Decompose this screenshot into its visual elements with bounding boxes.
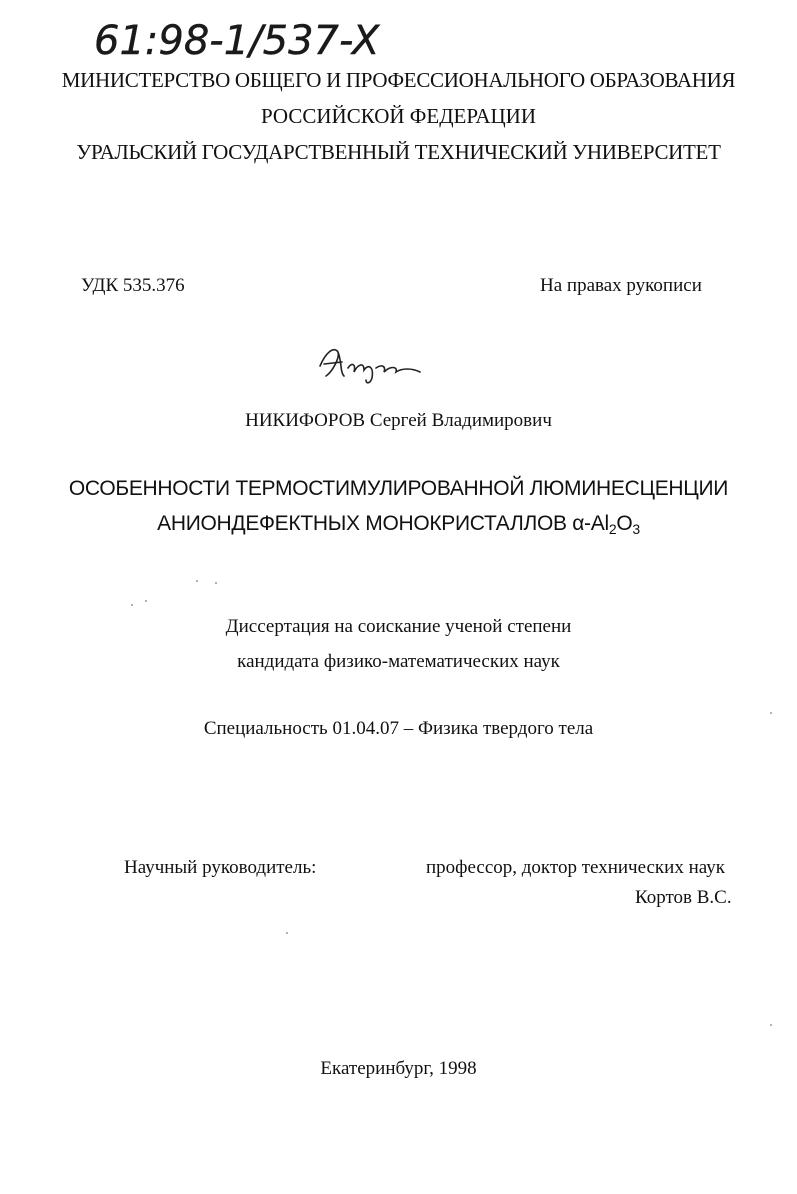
- rights-note: На правах рукописи: [540, 275, 702, 296]
- thesis-title-line-2-text: АНИОНДЕФЕКТНЫХ МОНОКРИСТАЛЛОВ α-Al: [157, 512, 609, 535]
- supervisor-label: Научный руководитель:: [124, 857, 317, 878]
- supervisor-degree: профессор, доктор технических наук: [426, 857, 725, 878]
- subscript-2: 2: [608, 521, 617, 537]
- scan-speck: [286, 932, 288, 934]
- scan-speck: [131, 604, 133, 606]
- scan-speck: [770, 712, 772, 714]
- scan-speck: [770, 1024, 772, 1026]
- oxygen-symbol: O: [616, 512, 633, 535]
- thesis-title-line-1: ОСОБЕННОСТИ ТЕРМОСТИМУЛИРОВАННОЙ ЛЮМИНЕСЦЕНЦИИ: [68, 477, 729, 500]
- udk-code: УДК 535.376: [81, 275, 185, 296]
- supervisor-name: Кортов В.С.: [635, 887, 732, 908]
- speciality: Специальность 01.04.07 – Физика твердого тела: [203, 718, 594, 739]
- subscript-3: 3: [632, 521, 640, 537]
- author-name: НИКИФОРОВ Сергей Владимирович: [245, 410, 552, 431]
- city-year: Екатеринбург, 1998: [320, 1058, 477, 1079]
- dissertation-line-1: Диссертация на соискание ученой степени: [225, 616, 572, 637]
- scan-speck: [196, 580, 198, 582]
- svg-text:61:98-1/537-X: 61:98-1/537-X: [94, 18, 380, 64]
- handwritten-signature: [312, 338, 432, 386]
- thesis-title-line-2: [0, 512, 797, 537]
- dissertation-line-2: кандидата физико-математических наук: [237, 651, 560, 672]
- archive-number-handwritten: [90, 10, 410, 70]
- scan-speck: [145, 600, 147, 602]
- university-heading: УРАЛЬСКИЙ ГОСУДАРСТВЕННЫЙ ТЕХНИЧЕСКИЙ УНИВЕРСИТЕТ: [76, 140, 721, 164]
- federation-heading: РОССИЙСКОЙ ФЕДЕРАЦИИ: [261, 104, 536, 128]
- ministry-heading: МИНИСТЕРСТВО ОБЩЕГО И ПРОФЕССИОНАЛЬНОГО ОБРАЗОВАНИЯ: [61, 68, 736, 92]
- scan-speck: [215, 582, 217, 584]
